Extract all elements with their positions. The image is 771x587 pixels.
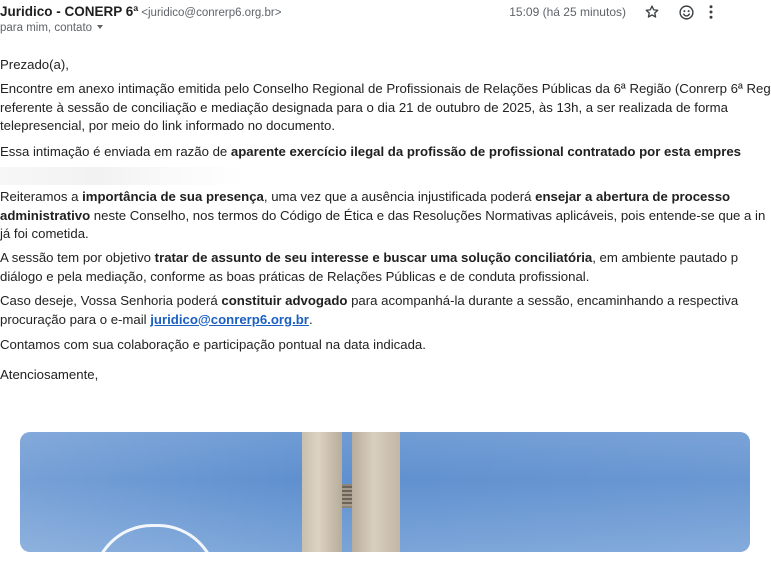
paragraph-lawyer — [0, 292, 738, 329]
paragraph-bold: ensejar a abertura de processo — [535, 189, 731, 204]
greeting: Prezado(a), — [0, 57, 69, 72]
paragraph-line: referente à sessão de conciliação e mediação designada para o dia 21 de outubro de 2025, às 13h, a ser realizada de forma — [0, 99, 728, 115]
banner-bridge-detail — [342, 486, 352, 506]
paragraph-reason — [0, 143, 741, 162]
emoji-icon — [678, 4, 695, 21]
paragraph-text: Caso deseje, Vossa Senhoria poderá — [0, 293, 222, 308]
paragraph-thanks: Contamos com sua colaboração e participação pontual na data indicada. — [0, 337, 426, 352]
sender-email[interactable]: <juridico@conrerp6.org.br> — [141, 7, 282, 19]
paragraph-bold: administrativo — [0, 207, 91, 223]
banner-tower-left — [302, 432, 342, 552]
signoff: Atenciosamente, — [0, 367, 99, 382]
paragraph-bold: constituir advogado — [221, 293, 348, 308]
sender-name[interactable]: Juridico - CONERP 6ª — [0, 4, 139, 19]
more-button[interactable] — [700, 1, 722, 23]
email-link[interactable]: juridico@conrerp6.org.br — [150, 311, 309, 327]
chevron-down-icon[interactable] — [97, 25, 103, 29]
paragraph-text: , em ambiente pautado p — [592, 250, 739, 265]
recipients-toggle[interactable] — [0, 22, 103, 34]
banner-tower-right — [352, 432, 400, 552]
timestamp: 15:09 (há 25 minutos) — [509, 5, 626, 19]
more-icon — [707, 3, 715, 21]
paragraph-text: procuração para o e-mail — [0, 311, 151, 327]
paragraph-text: neste Conselho, nos termos do Código de Ética e das Resoluções Normativas aplicáveis, pois entende-se que a in — [90, 207, 766, 223]
banner-image — [20, 432, 750, 552]
paragraph-line: Encontre em anexo intimação emitida pelo Conselho Regional de Profissionais de Relações Públicas da 6ª Região (Conrerp 6ª Reg — [0, 81, 771, 96]
redacted-line — [0, 167, 246, 185]
paragraph-text: A sessão tem por objetivo — [0, 250, 155, 265]
paragraph-bold: aparente exercício ilegal da profissão de profissional contratado por esta empres — [230, 144, 742, 159]
paragraph-text: . — [308, 311, 313, 327]
sender[interactable] — [0, 4, 281, 19]
paragraph-bold: importância de sua presença — [82, 189, 264, 204]
paragraph-text: para acompanhá-la durante a sessão, encaminhando a respectiva — [347, 293, 739, 308]
paragraph-line: diálogo e pela mediação, conforme as boas práticas de Relações Públicas e de conduta profissional. — [0, 268, 590, 284]
paragraph-line: já foi cometida. — [0, 226, 89, 241]
email-header — [0, 0, 720, 42]
paragraph-text: Reiteramos a — [0, 189, 83, 204]
star-button[interactable] — [641, 1, 663, 23]
paragraph-objective — [0, 249, 738, 286]
emoji-reaction-button[interactable] — [675, 1, 697, 23]
paragraph-bold: tratar de assunto de seu interesse e buscar uma solução conciliatória — [154, 250, 593, 265]
paragraph-intimation — [0, 80, 771, 136]
recipients-label: para mim, contato — [0, 22, 93, 34]
paragraph-line: telepresencial, por meio do link informado no documento. — [0, 118, 336, 133]
paragraph-text: , uma vez que a ausência injustificada poderá — [263, 189, 536, 204]
paragraph-presence — [0, 188, 765, 244]
star-icon — [644, 4, 660, 20]
paragraph-text: Essa intimação é enviada em razão de — [0, 144, 231, 159]
